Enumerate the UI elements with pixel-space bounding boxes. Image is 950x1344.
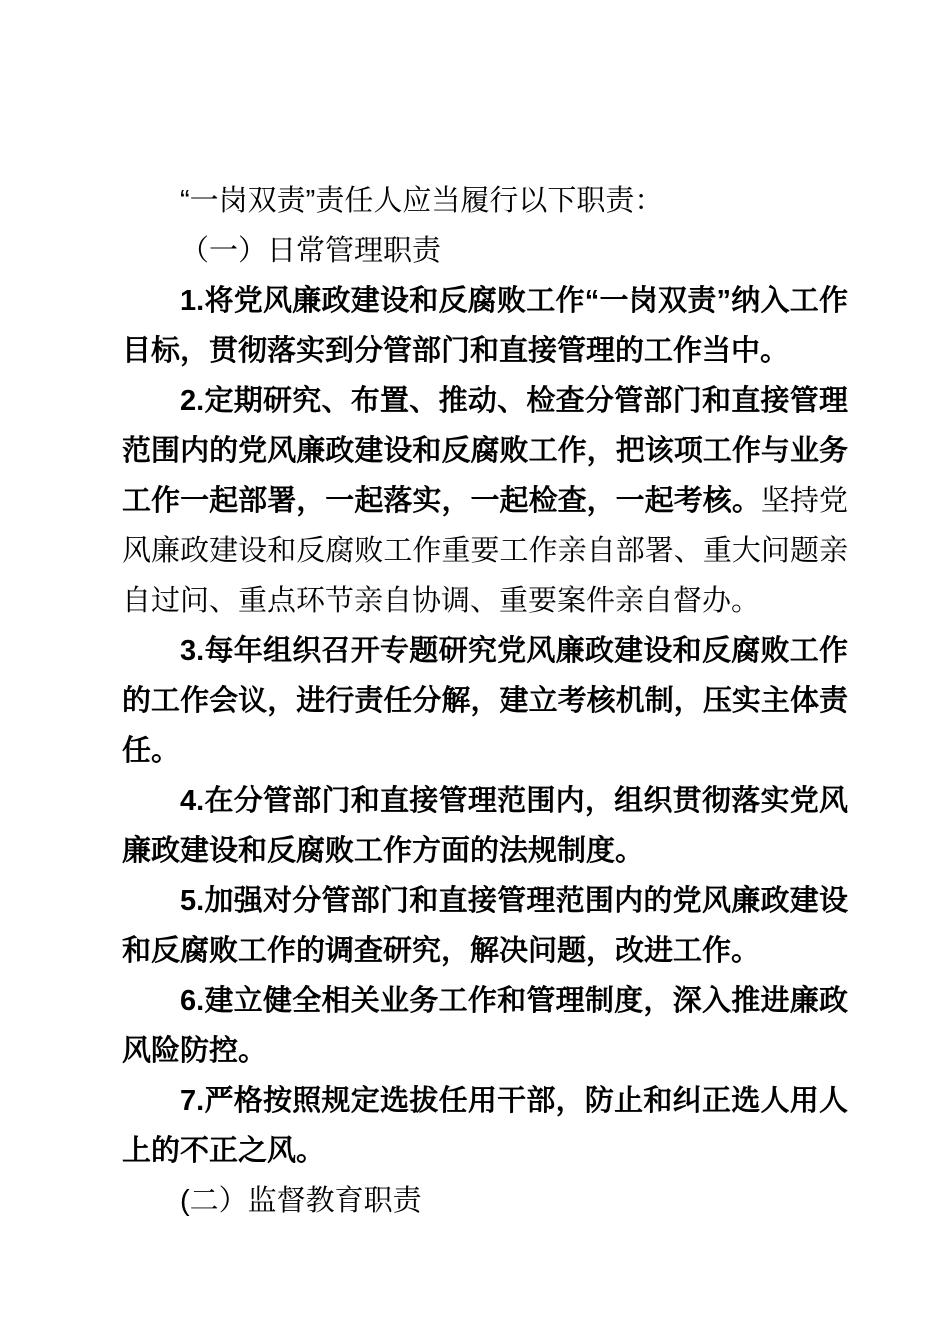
paragraph bbox=[122, 1176, 848, 1226]
document-body bbox=[122, 176, 848, 1226]
paragraph bbox=[122, 226, 848, 276]
text-run: (二）监督教育职责 bbox=[180, 1185, 422, 1217]
paragraph bbox=[122, 776, 848, 876]
paragraph bbox=[122, 376, 848, 626]
text-run: （一）日常管理职责 bbox=[180, 235, 442, 267]
text-run: 3.每年组织召开专题研究党风廉政建设和反腐败工作的工作会议，进行责任分解，建立考核机制，压实主体责任。 bbox=[122, 635, 848, 767]
text-run: 1.将党风廉政建设和反腐败工作“一岗双责”纳入工作目标，贯彻落实到分管部门和直接管理的工作当中。 bbox=[122, 285, 848, 367]
paragraph bbox=[122, 276, 848, 376]
text-run: 7.严格按照规定选拔任用干部，防止和纠正选人用人上的不正之风。 bbox=[122, 1085, 848, 1167]
text-run: “一岗双责”责任人应当履行以下职责： bbox=[180, 185, 664, 217]
paragraph bbox=[122, 876, 848, 976]
paragraph bbox=[122, 1076, 848, 1176]
text-run: 坚持党风廉政建设和反腐败工作重要工作亲自部署、重大问题亲自过问、重点环节亲自协调、重要案件亲自督办。 bbox=[122, 485, 848, 617]
paragraph bbox=[122, 626, 848, 776]
text-run: 5.加强对分管部门和直接管理范围内的党风廉政建设和反腐败工作的调查研究，解决问题，改进工作。 bbox=[122, 885, 848, 967]
text-run: 6.建立健全相关业务工作和管理制度，深入推进廉政风险防控。 bbox=[122, 985, 848, 1067]
paragraph bbox=[122, 176, 848, 226]
text-run: 2.定期研究、布置、推动、检查分管部门和直接管理范围内的党风廉政建设和反腐败工作，把该项工作与业务工作一起部署，一起落实，一起检查，一起考核。 bbox=[122, 385, 848, 517]
text-run: 4.在分管部门和直接管理范围内，组织贯彻落实党风廉政建设和反腐败工作方面的法规制度。 bbox=[122, 785, 848, 867]
paragraph bbox=[122, 976, 848, 1076]
